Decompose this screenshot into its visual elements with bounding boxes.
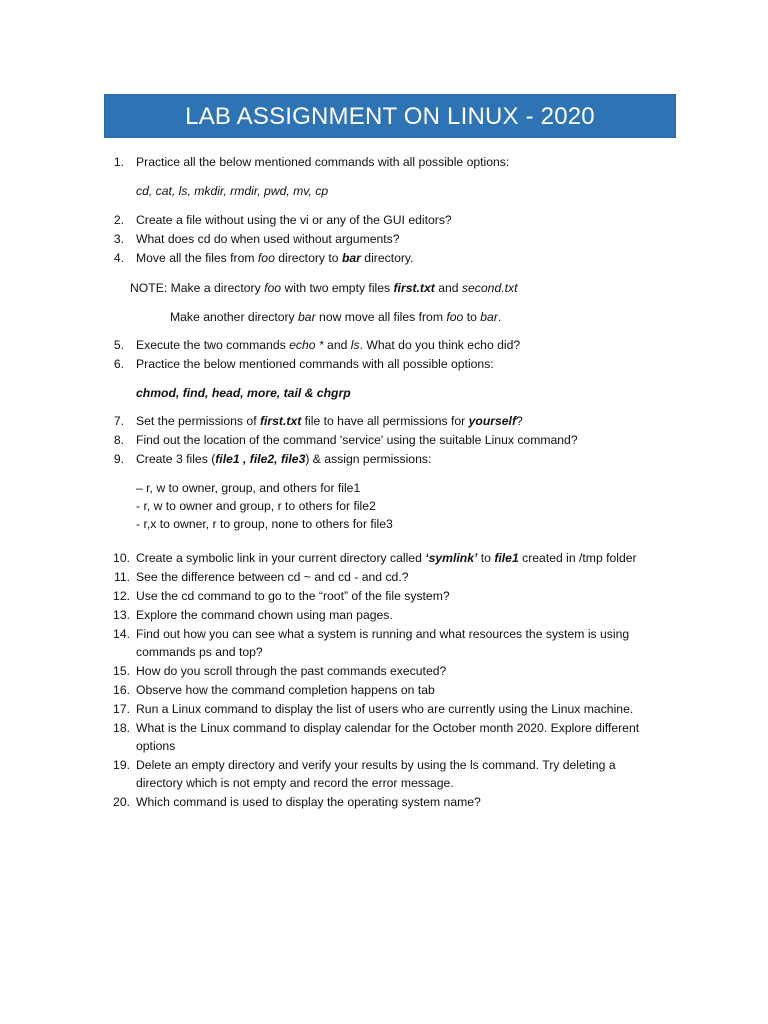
item-number: 10. [113,551,130,565]
permission-line: - r,x to owner, r to group, none to others for file3 [136,517,393,531]
item-text-continued: commands ps and top? [136,645,263,659]
item-text: Observe how the command completion happens on tab [136,683,435,697]
item-number: 14. [113,627,130,641]
item-text: Create a file without using the vi or any of the GUI editors? [136,213,452,227]
item-number: 18. [113,721,130,735]
item-text: Use the cd command to go to the “root” of the file system? [136,589,450,603]
item-number: 4. [113,251,124,265]
item-text: Create 3 files (file1 , file2, file3) & assign permissions: [136,452,432,466]
item-number: 20. [113,795,130,809]
item-number: 16. [113,683,130,697]
item-number: 2. [113,213,124,227]
item-number: 1. [113,155,124,169]
item-text: Set the permissions of first.txt file to have all permissions for yourself? [136,414,523,428]
item-number: 13. [113,608,130,622]
item-text-continued: options [136,739,176,753]
item-number: 6. [113,357,124,371]
item-number: 19. [113,758,130,772]
item-text: Move all the files from foo directory to bar directory. [136,251,414,265]
item-text: What is the Linux command to display calendar for the October month 2020. Explore different [136,721,640,735]
note-line-2: Make another directory bar now move all files from foo to bar. [170,310,502,324]
item-number: 7. [113,414,124,428]
permission-line: - r, w to owner and group, r to others for file2 [136,499,376,513]
item-number: 5. [113,338,124,352]
item-number: 9. [113,452,124,466]
item-text: Run a Linux command to display the list of users who are currently using the Linux machine. [136,702,634,716]
item-text: Find out how you can see what a system is running and what resources the system is using [136,627,630,641]
item-number: 3. [113,232,124,246]
item-text: How do you scroll through the past commands executed? [136,664,447,678]
item-text: Which command is used to display the operating system name? [136,795,481,809]
item-text: See the difference between cd ~ and cd - and cd.? [136,570,409,584]
item-text: Practice all the below mentioned commands with all possible options: [136,155,510,169]
note-line-1: NOTE: Make a directory foo with two empty files first.txt and second.txt [130,281,518,295]
item-text-continued: directory which is not empty and record the error message. [136,776,454,790]
item-number: 8. [113,433,124,447]
item-text: Explore the command chown using man pages. [136,608,393,622]
permission-line: – r, w to owner, group, and others for file1 [136,481,361,495]
item-text: Delete an empty directory and verify your results by using the ls command. Try deleting a [136,758,616,772]
command-list-advanced: chmod, find, head, more, tail & chgrp [136,386,351,400]
item-text: What does cd do when used without arguments? [136,232,400,246]
item-number: 17. [113,702,130,716]
item-text: Execute the two commands echo * and ls. What do you think echo did? [136,338,521,352]
item-number: 15. [113,664,130,678]
page-title: LAB ASSIGNMENT ON LINUX - 2020 [104,94,676,138]
item-number: 12. [113,589,130,603]
command-list-basic: cd, cat, ls, mkdir, rmdir, pwd, mv, cp [136,184,329,198]
item-text: Find out the location of the command 'service' using the suitable Linux command? [136,433,578,447]
item-number: 11. [113,570,130,584]
item-text: Create a symbolic link in your current directory called ‘symlink’ to file1 created in /tmp folder [136,551,637,565]
item-text: Practice the below mentioned commands with all possible options: [136,357,494,371]
